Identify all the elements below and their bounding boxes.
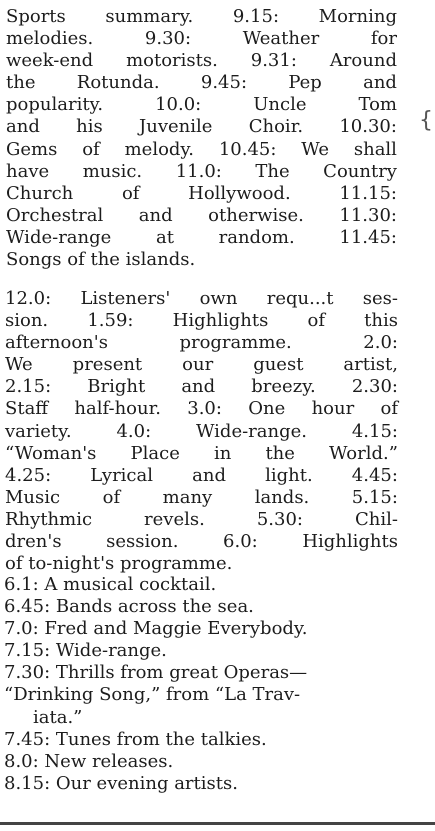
listing-word: of	[102, 486, 121, 508]
listing-word: Choir.	[248, 116, 304, 138]
listing-word: 2.15:	[5, 376, 52, 398]
listing-word: 9.30:	[144, 28, 192, 50]
listing-word: music.	[82, 160, 143, 182]
listing-line	[0, 288, 398, 310]
listing-line	[0, 28, 397, 50]
listing-word: 10.30:	[339, 116, 397, 138]
listing-line	[0, 227, 397, 249]
listing-line: 6.45: Bands across the sea.	[4, 596, 254, 618]
listing-word: 4.0:	[116, 420, 152, 442]
listing-word: 12.0:	[5, 288, 52, 309]
listing-word: have	[6, 160, 50, 182]
listing-line	[0, 421, 398, 443]
listing-line	[0, 332, 398, 354]
listing-line: 6.1: A musical cocktail.	[4, 574, 217, 595]
listing-word: and	[138, 204, 173, 226]
listing-word: 4.45:	[351, 464, 398, 486]
listing-line	[0, 443, 398, 465]
listing-line	[0, 531, 398, 553]
listing-word: and	[181, 376, 216, 398]
listing-line	[0, 354, 398, 376]
listing-word: guest	[253, 354, 304, 376]
listing-word: in	[213, 442, 232, 464]
listing-word: half-hour.	[74, 398, 161, 420]
listing-word: Hollywood.	[188, 182, 291, 204]
listing-word: this	[364, 310, 398, 332]
listing-line	[0, 376, 398, 398]
listing-word: 11.0:	[175, 160, 222, 182]
listing-word: Church	[6, 182, 74, 204]
listing-word: week-end	[6, 50, 94, 72]
listing-word: Place	[130, 442, 180, 464]
listing-word: sion.	[5, 310, 49, 332]
listing-word: Chil-	[355, 508, 398, 530]
listing-word: Listeners'	[80, 288, 171, 309]
listing-word: 6.0:	[223, 531, 258, 553]
listing-word: of	[121, 182, 140, 204]
listing-line	[0, 72, 397, 94]
listing-word: variety.	[5, 420, 72, 442]
listing-word: Highlights	[302, 531, 398, 553]
listing-word: shall	[353, 138, 397, 160]
listing-word: melodies.	[6, 28, 94, 50]
listing-word: our	[182, 354, 214, 376]
listing-word: Uncle	[253, 94, 307, 116]
listing-line: 7.15: Wide-range.	[4, 640, 167, 662]
listing-word: 1.59:	[87, 310, 134, 332]
listing-word: lands.	[254, 486, 310, 508]
listing-word: 9.45:	[200, 72, 248, 94]
column-rule	[0, 822, 435, 825]
listing-word: and	[6, 116, 40, 138]
listing-word: revels.	[144, 508, 205, 530]
listing-word: many	[162, 486, 213, 508]
listing-word: Wide-range.	[195, 420, 308, 442]
listing-word: We	[5, 354, 33, 376]
listing-line	[0, 310, 398, 332]
listing-word: the	[6, 72, 36, 94]
listing-line	[0, 139, 397, 161]
listing-word: motorists.	[126, 50, 218, 72]
listing-line: 7.30: Thrills from great Operas—	[4, 662, 308, 684]
listing-word: We	[301, 138, 329, 160]
listing-line: “Drinking Song,” from “La Trav-	[4, 684, 301, 706]
margin-mark: {	[419, 108, 433, 133]
listing-word: 2.0:	[363, 332, 398, 354]
listing-word: 10.45:	[218, 138, 277, 160]
listing-word: of	[307, 310, 325, 332]
listing-word: One	[248, 398, 286, 420]
listing-word: breezy.	[251, 376, 316, 398]
listing-line: of to-night's programme.	[5, 553, 233, 575]
listing-word: 5.30:	[256, 508, 303, 530]
listing-word: of	[82, 138, 100, 160]
listing-line	[0, 50, 397, 72]
listing-block-evening	[0, 574, 435, 795]
listing-word: of	[380, 398, 398, 420]
listing-word: popularity.	[6, 94, 104, 116]
listing-word: Staff	[5, 398, 49, 420]
listing-word: 11.15:	[339, 182, 397, 204]
listing-word: Tom	[358, 94, 397, 116]
listing-line	[0, 398, 398, 420]
listing-word: his	[76, 116, 103, 138]
listing-line: 7.45: Tunes from the talkies.	[4, 728, 267, 750]
listing-word: own	[199, 288, 238, 309]
listing-word: Sports	[6, 6, 66, 27]
listing-word: 11.30:	[339, 204, 397, 226]
listing-word: 11.45:	[339, 226, 397, 248]
listing-word: 9.31:	[250, 50, 297, 72]
listing-word: World.”	[329, 442, 398, 464]
listing-line	[0, 487, 398, 509]
listing-word: random.	[218, 226, 295, 248]
listing-word: melody.	[124, 138, 194, 160]
listing-word: 10.0:	[155, 94, 202, 116]
listing-line	[0, 161, 397, 183]
listing-word: artist,	[343, 354, 398, 376]
listing-word: Rotunda.	[76, 72, 160, 94]
listing-block-morning	[0, 6, 435, 271]
listing-line	[0, 94, 397, 116]
listing-word: 9.15:	[232, 6, 280, 27]
listing-word: and	[363, 72, 397, 94]
listing-word: 5.15:	[351, 486, 398, 508]
listing-line: 8.0: New releases.	[4, 750, 174, 772]
listing-word: Pep	[288, 72, 322, 94]
listing-word: the	[265, 442, 295, 464]
listing-line: Songs of the islands.	[6, 249, 196, 271]
listing-word: The	[255, 160, 290, 182]
listing-word: 4.15:	[351, 420, 398, 442]
listing-line	[0, 183, 397, 205]
listing-word: Weather	[242, 28, 320, 50]
listing-word: summary.	[105, 6, 194, 27]
listing-word: Highlights	[172, 310, 269, 332]
listing-line	[0, 6, 397, 28]
listing-word: Music	[5, 486, 61, 508]
listing-word: programme.	[179, 332, 292, 354]
listing-word: Bright	[87, 376, 146, 398]
listing-word: Rhythmic	[5, 508, 93, 530]
listing-word: 4.25:	[5, 464, 52, 486]
listing-word: present	[72, 354, 143, 376]
listing-word: for	[370, 28, 397, 50]
listing-word: at	[155, 226, 174, 248]
listing-word: hour	[311, 398, 355, 420]
listing-word: “Woman's	[5, 442, 97, 464]
listing-word: Orchestral	[6, 204, 104, 226]
listing-line: iata.”	[33, 706, 83, 728]
listing-block-afternoon	[0, 288, 435, 575]
listing-line	[0, 509, 398, 531]
listing-word: ses-	[362, 288, 398, 309]
listing-line: 8.15: Our evening artists.	[4, 772, 238, 794]
listing-word: and	[192, 464, 226, 486]
listing-word: Lyrical	[90, 464, 154, 486]
listing-word: otherwise.	[208, 204, 304, 226]
listing-word: Wide-range	[6, 226, 112, 248]
listing-line	[0, 205, 397, 227]
listing-line	[0, 116, 397, 138]
listing-word: Gems	[6, 138, 58, 160]
listing-word: session.	[106, 531, 179, 553]
listing-line: 7.0: Fred and Maggie Everybody.	[4, 618, 308, 640]
listing-word: Around	[329, 50, 397, 72]
listing-word: 2.30:	[351, 376, 398, 398]
listing-word: afternoon's	[5, 332, 108, 354]
listing-word: dren's	[5, 531, 62, 553]
listing-word: Morning	[318, 6, 397, 27]
listing-word: 3.0:	[187, 398, 222, 420]
listing-word: Country	[323, 160, 397, 182]
listing-word: light.	[265, 464, 313, 486]
listing-line	[0, 465, 398, 487]
listing-word: Juvenile	[139, 116, 213, 138]
listing-word: requ...t	[266, 288, 334, 309]
